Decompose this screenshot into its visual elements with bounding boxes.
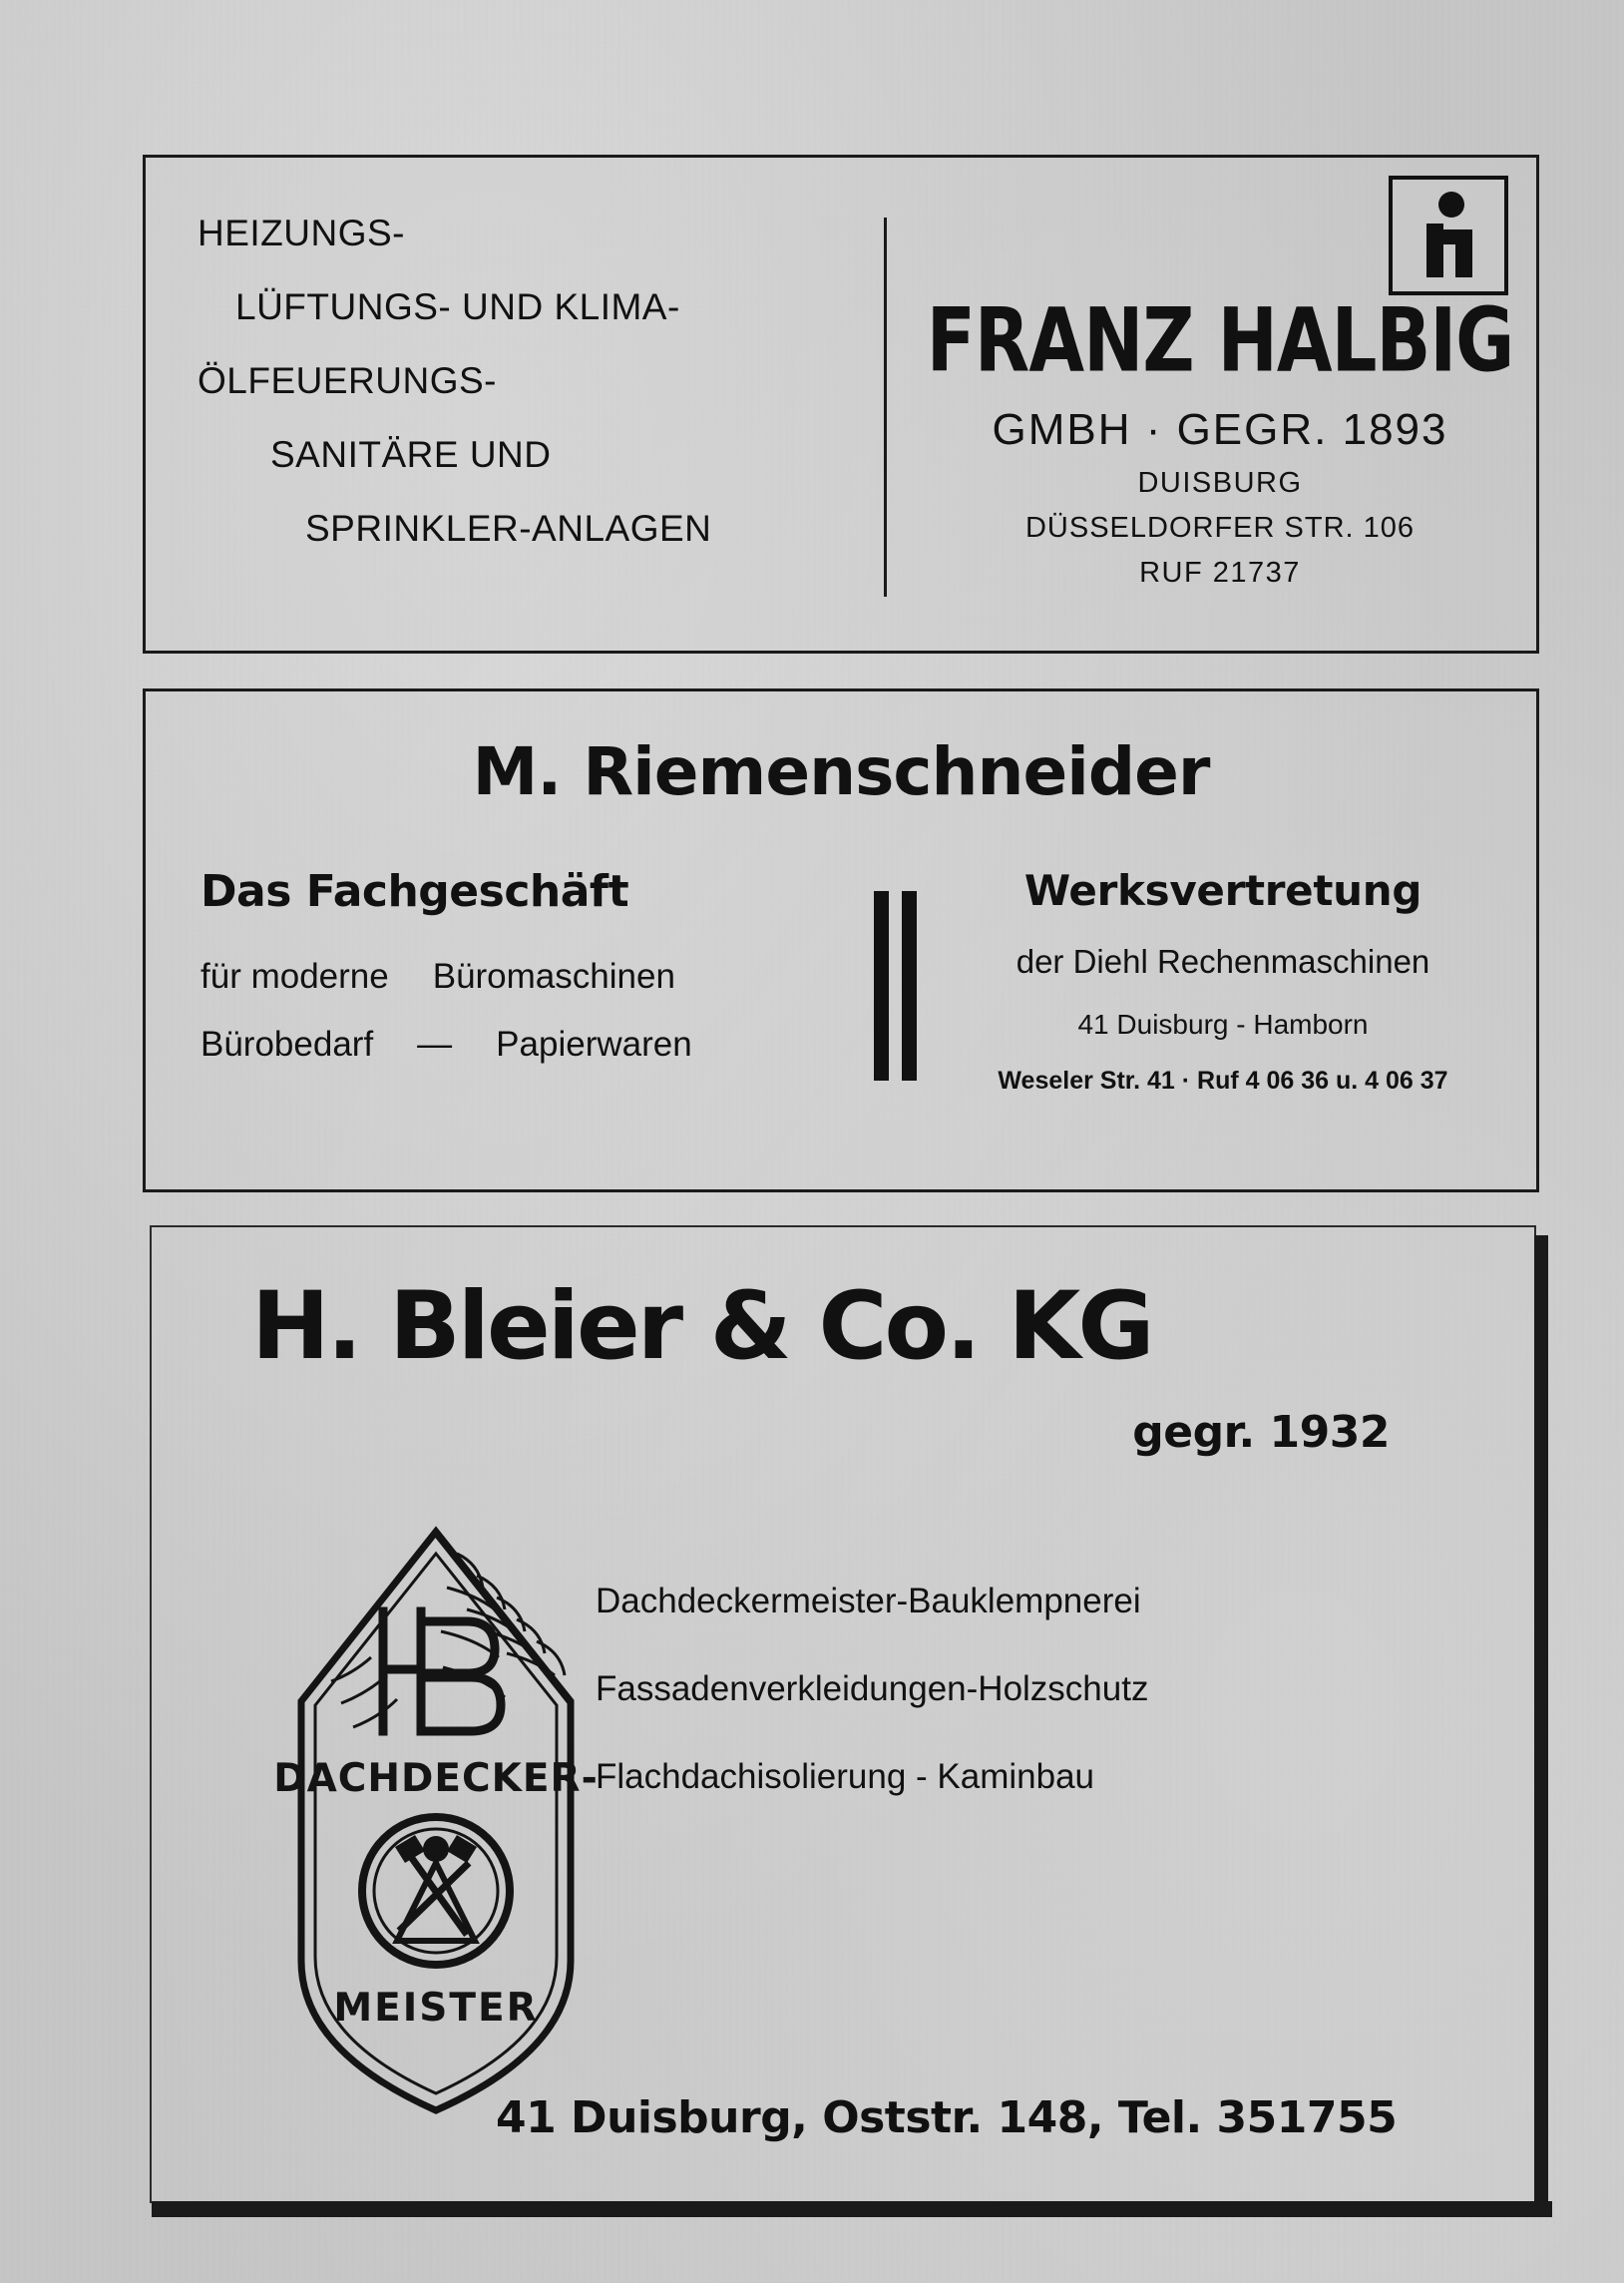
halbig-phone: RUF 21737 (1139, 557, 1301, 589)
riemenschneider-company-name: M. Riemenschneider (472, 733, 1210, 810)
standing-figure-logo-icon (1389, 176, 1508, 295)
left-line1-a: für moderne (201, 957, 389, 996)
svg-text:MEISTER: MEISTER (333, 1986, 539, 2031)
bleier-address: 41 Duisburg, Oststr. 148, Tel. 351755 (496, 2092, 1398, 2143)
halbig-legal-form: GMBH · GEGR. 1893 (992, 405, 1448, 454)
halbig-company-name: FRANZ HALBIG (926, 289, 1514, 392)
riemenschneider-right-address: 41 Duisburg - Hamborn (1077, 1009, 1369, 1040)
advertisement-h-bleier (150, 1225, 1536, 2203)
bleier-company-name: H. Bleier & Co. KG (251, 1272, 1152, 1381)
left-line2-a: Bürobedarf (201, 1025, 374, 1064)
bleier-services-list (596, 1582, 1473, 1845)
riemenschneider-right-headline: Werksvertretung (1023, 866, 1422, 915)
divider-bar-2 (902, 891, 917, 1081)
halbig-services-list (176, 213, 864, 582)
advertisement-franz-halbig (143, 155, 1539, 654)
halbig-identity-column (904, 158, 1536, 651)
logo-body (1426, 224, 1443, 277)
bleier-service-line-3: Flachdachisolierung - Kaminbau (596, 1757, 1094, 1796)
halbig-service-line-3: ÖLFEUERUNGS- (198, 360, 497, 401)
halbig-services-column (146, 158, 874, 651)
riemenschneider-right-subline: der Diehl Rechenmaschinen (1015, 943, 1430, 980)
halbig-service-line-4: SANITÄRE UND (270, 434, 552, 475)
bleier-frame-shadow-right (1534, 1235, 1548, 2213)
halbig-service-line-1: HEIZUNGS- (198, 213, 405, 253)
halbig-vertical-divider (884, 218, 887, 597)
riemenschneider-right-column (944, 866, 1502, 1096)
riemenschneider-right-phone: Weseler Str. 41 · Ruf 4 06 36 u. 4 06 37 (998, 1067, 1448, 1095)
advertisement-riemenschneider (143, 688, 1539, 1192)
halbig-street: DÜSSELDORFER STR. 106 (1024, 512, 1416, 544)
riemenschneider-left-line-2 (201, 1025, 859, 1065)
bleier-frame-shadow-bottom (152, 2201, 1552, 2217)
dachdecker-meister-shield-icon (271, 1492, 601, 2130)
bleier-service-line-2: Fassadenverkleidungen-Holzschutz (596, 1669, 1149, 1708)
svg-text:DACHDECKER-: DACHDECKER- (273, 1756, 599, 1801)
riemenschneider-left-column (201, 866, 859, 1093)
riemenschneider-left-headline: Das Fachgeschäft (201, 866, 629, 917)
logo-head (1438, 192, 1464, 218)
halbig-service-line-5: SPRINKLER-ANLAGEN (305, 508, 712, 549)
halbig-city: DUISBURG (1137, 467, 1303, 499)
divider-bar-1 (874, 891, 889, 1081)
riemenschneider-left-line-1 (201, 957, 859, 997)
riemenschneider-divider-bars (874, 891, 920, 1081)
left-line1-b: Büromaschinen (432, 957, 675, 996)
bleier-founded-year: gegr. 1932 (1132, 1407, 1390, 1458)
bleier-service-line-1: Dachdeckermeister-Bauklempnerei (596, 1582, 1141, 1620)
logo-leg (1455, 235, 1472, 277)
halbig-service-line-2: LÜFTUNGS- UND KLIMA- (235, 286, 680, 327)
left-line2-b: Papierwaren (496, 1025, 692, 1064)
left-line2-dash: — (417, 1025, 453, 1064)
